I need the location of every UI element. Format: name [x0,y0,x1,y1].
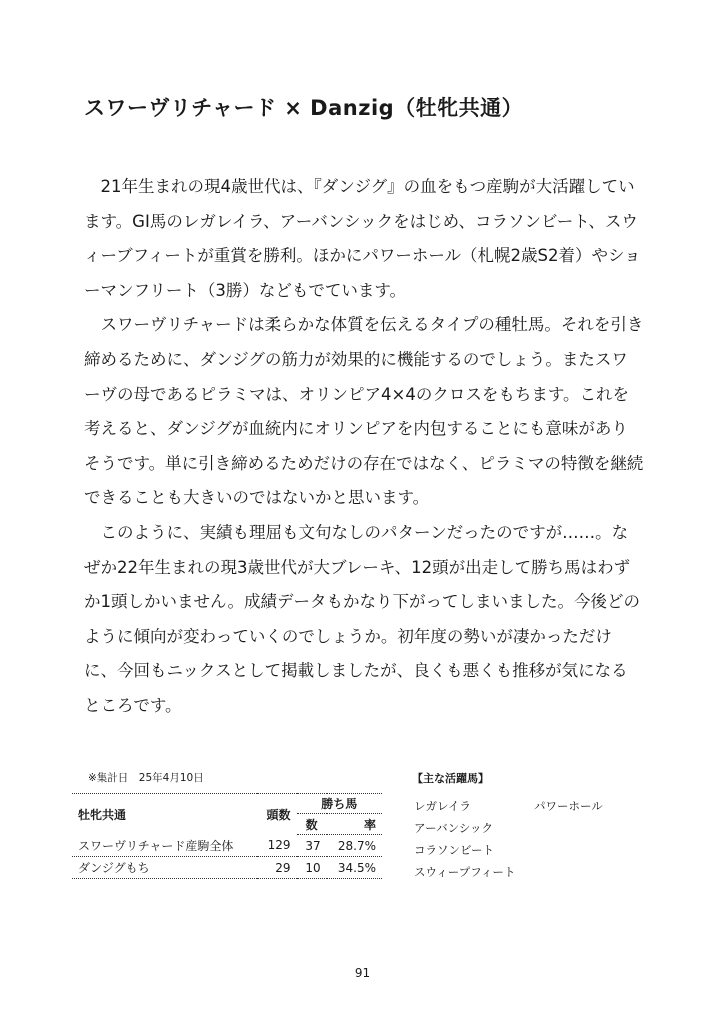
header-win-count: 数 [297,814,327,835]
table-row [72,835,382,857]
horse-name: レガレイラ [414,799,471,813]
header-win-group: 勝ち馬 [297,794,382,814]
header-category: 牡牝共通 [72,794,257,835]
row-count: 29 [257,857,297,879]
row-wins: 37 [297,835,327,857]
row-count: 129 [257,835,297,857]
header-count: 頭数 [257,794,297,835]
aggregation-date: ※集計日 25年4月10日 [88,772,204,784]
page-title: スワーヴリチャード × Danzig（牡牝共通） [84,96,524,120]
row-label: ダンジグもち [72,857,257,879]
table-row [72,857,382,879]
row-label: スワーヴリチャード産駒全体 [72,835,257,857]
row-rate: 28.7% [327,835,382,857]
paragraph: このように、実績も理屈も文句なしのパターンだったのですが……。なぜか22年生まれの現3歳世代が大ブレーキ、12頭が出走して勝ち馬はわずか1頭しかいません。成績データもかなり下がってしまいました。今後どのように傾向が変わっていくのでしょうか。初年度の勢いが凄かっただけに、今回もニックスとして掲載しましたが、良くも悪くも推移が気になるところです。 [84,522,640,715]
horse-name: コラソンビート [414,843,495,857]
horse-name: スウィープフィート [414,865,516,879]
stats-table [72,793,382,879]
header-win-rate: 率 [327,814,382,835]
horse-name: パワーホール [534,799,603,813]
article-body [84,170,644,724]
page-number: 91 [354,966,371,980]
main-horses-title: 【主な活躍馬】 [412,772,489,785]
horse-name: アーバンシック [414,821,494,835]
paragraph: 21年生まれの現4歳世代は、『ダンジグ』の血をもつ産駒が大活躍しています。GⅠ馬のレガレイラ、アーバンシックをはじめ、コラソンビート、スウィーブフィートが重賞を勝利。ほかにパワーホール（札幌2歳S2着）やショーマンフリート（3勝）などもでています。 [84,177,641,300]
paragraph: スワーヴリチャードは柔らかな体質を伝えるタイプの種牡馬。それを引き締めるために、ダンジグの筋力が効果的に機能するのでしょう。またスワーヴの母であるピラミマは、オリンピア4×4のクロスをもちます。これを考えると、ダンジグが血統内にオリンピアを内包することにも意味がありそうです。単に引き締めるためだけの存在ではなく、ピラミマの特徴を継続できることも大きいのではないかと思います。 [84,315,644,508]
table-header-row [72,794,382,814]
row-rate: 34.5% [327,857,382,879]
row-wins: 10 [297,857,327,879]
